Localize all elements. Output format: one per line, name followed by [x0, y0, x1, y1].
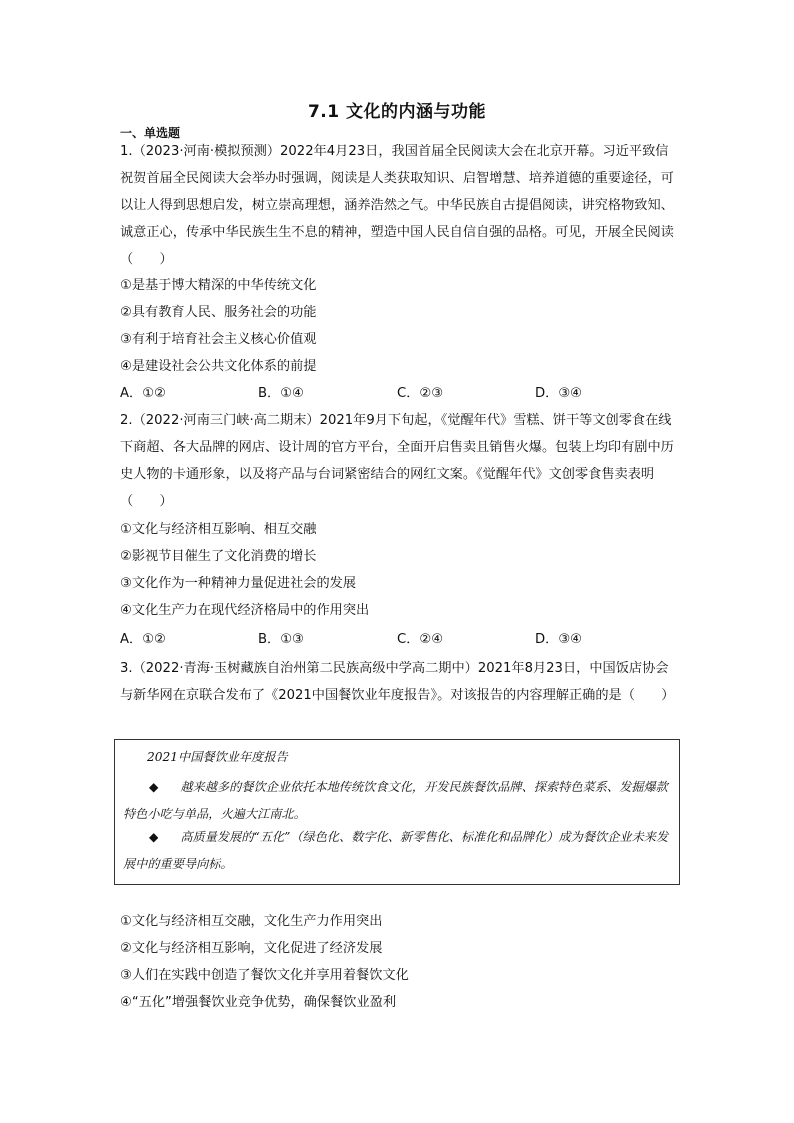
report-paragraph-2 [123, 824, 671, 878]
question-1-choice-b: B．①④ [258, 386, 304, 401]
question-2-option-2: ②影视节目催生了文化消费的增长 [120, 549, 317, 564]
question-2-choice-b: B．①③ [258, 632, 304, 647]
diamond-bullet-icon: ◆ [149, 780, 159, 794]
question-2-stem: 2.（2022·河南三门峡·高二期末）2021年9月下旬起，《觉醒年代》雪糕、饼干等文创零食在线下商超、各大品牌的网店、设计周的官方平台，全面开启售卖且销售火爆。包装上均印有剧中历史人物的卡通形象，以及将产品与台词紧密结合的网红文案。《觉醒年代》文创零食售卖表明（ ） [120, 413, 674, 509]
question-2-option-4: ④文化生产力在现代经济格局中的作用突出 [120, 603, 370, 618]
question-1-option-1: ①是基于博大精深的中华传统文化 [120, 278, 317, 293]
question-3-option-4: ④“五化”增强餐饮业竞争优势，确保餐饮业盈利 [120, 995, 397, 1010]
section-heading: 一、单选题 [120, 126, 181, 140]
question-3-option-1: ①文化与经济相互交融，文化生产力作用突出 [120, 914, 383, 929]
question-1-choice-a: A．①② [120, 386, 166, 401]
question-2-option-3: ③文化作为一种精神力量促进社会的发展 [120, 576, 357, 591]
page-title: 7.1 文化的内涵与功能 [307, 102, 487, 122]
diamond-bullet-icon: ◆ [149, 830, 159, 844]
report-title: 2021中国餐饮业年度报告 [147, 750, 288, 764]
question-2-choice-c: C．②④ [397, 632, 444, 647]
report-paragraph-2-text: 高质量发展的“五化”（绿色化、数字化、新零售化、标准化和品牌化）成为餐饮企业未来发展中的重要导向标。 [123, 830, 669, 871]
question-3-option-2: ②文化与经济相互影响，文化促进了经济发展 [120, 941, 383, 956]
report-paragraph-1-text: 越来越多的餐饮企业依托本地传统饮食文化，开发民族餐饮品牌、探索特色菜系、发掘爆款特色小吃与单品，火遍大江南北。 [123, 780, 668, 821]
question-1-choice-c: C．②③ [397, 386, 444, 401]
question-1-option-3: ③有利于培育社会主义核心价值观 [120, 332, 317, 347]
question-1-stem: 1.（2023·河南·模拟预测）2022年4月23日，我国首届全民阅读大会在北京开幕。习近平致信祝贺首届全民阅读大会举办时强调，阅读是人类获取知识、启智增慧、培养道德的重要途径，可以让人得到思想启发，树立崇高理想，涵养浩然之气。中华民族自古提倡阅读，讲究格物致知、诚意正心，传承中华民族生生不息的精神，塑造中国人民自信自强的品格。可见，开展全民阅读（ ） [120, 144, 674, 267]
question-2-choices [120, 626, 680, 653]
question-3-stem: 3.（2022·青海·玉树藏族自治州第二民族高级中学高二期中）2021年8月23日，中国饭店协会与新华网在京联合发布了《2021中国餐饮业年度报告》。对该报告的内容理解正确的是（ ） [120, 661, 675, 703]
question-2-choice-d: D．③④ [535, 632, 582, 647]
question-3-option-3: ③人们在实践中创造了餐饮文化并享用着餐饮文化 [120, 968, 409, 983]
question-1-choices [120, 380, 680, 407]
question-1-choice-d: D．③④ [535, 386, 582, 401]
report-paragraph-1 [123, 774, 671, 828]
question-1-option-4: ④是建设社会公共文化体系的前提 [120, 359, 317, 374]
question-2-choice-a: A．①② [120, 632, 166, 647]
question-2-option-1: ①文化与经济相互影响、相互交融 [120, 522, 317, 537]
question-1-option-2: ②具有教育人民、服务社会的功能 [120, 305, 317, 320]
report-excerpt-box [114, 739, 680, 885]
